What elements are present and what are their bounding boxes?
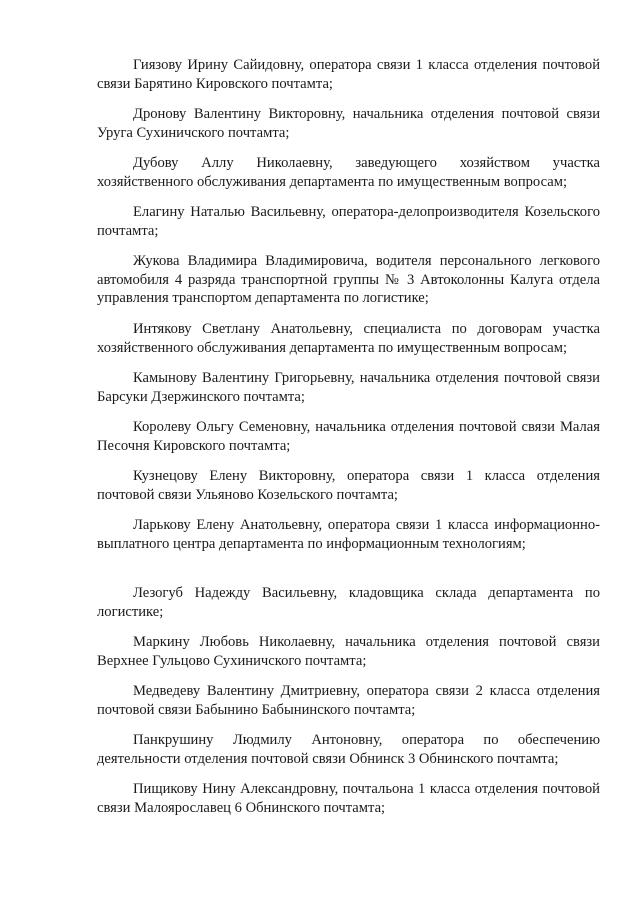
entry-paragraph: Маркину Любовь Николаевну, начальника отделения почтовой связи Верхнее Гульцово Сухиничского почтамта; [97,634,600,669]
entry-paragraph: Гиязову Ирину Сайидовну, оператора связи 1 класса отделения почтовой связи Барятино Кировского почтамта; [97,57,600,92]
entry-paragraph: Королеву Ольгу Семеновну, начальника отделения почтовой связи Малая Песочня Кировского почтамта; [97,419,600,454]
entry-paragraph: Дубову Аллу Николаевну, заведующего хозяйством участка хозяйственного обслуживания департамента по имущественным вопросам; [97,155,600,190]
entry-paragraph: Медведеву Валентину Дмитриевну, оператора связи 2 класса отделения почтовой связи Бабынино Бабынинского почтамта; [97,683,600,718]
entry-paragraph: Жукова Владимира Владимировича, водителя персонального легкового автомобиля 4 разряда транспортной группы № 3 Автоколонны Калуга отдела управления транспортом департамента по логистике; [97,253,600,306]
entry-paragraph: Интякову Светлану Анатольевну, специалиста по договорам участка хозяйственного обслуживания департамента по имущественным вопросам; [97,321,600,356]
entry-paragraph: Кузнецову Елену Викторовну, оператора связи 1 класса отделения почтовой связи Ульяново Козельского почтамта; [97,468,600,503]
entry-paragraph: Елагину Наталью Васильевну, оператора-делопроизводителя Козельского почтамта; [97,204,600,239]
entry-paragraph: Пищикову Нину Александровну, почтальона 1 класса отделения почтовой связи Малоярославец 6 Обнинского почтамта; [97,781,600,816]
entry-paragraph: Ларькову Елену Анатольевну, оператора связи 1 класса информационно-выплатного центра департамента по информационным технологиям; [97,517,600,552]
entry-paragraph: Лезогуб Надежду Васильевну, кладовщика склада департамента по логистике; [97,585,600,620]
entry-paragraph: Камынову Валентину Григорьевну, начальника отделения почтовой связи Барсуки Дзержинского почтамта; [97,370,600,405]
entry-paragraph: Дронову Валентину Викторовну, начальника отделения почтовой связи Уруга Сухиничского почтамта; [97,106,600,141]
entry-paragraph: Панкрушину Людмилу Антоновну, оператора по обеспечению деятельности отделения почтовой связи Обнинск 3 Обнинского почтамта; [97,732,600,767]
